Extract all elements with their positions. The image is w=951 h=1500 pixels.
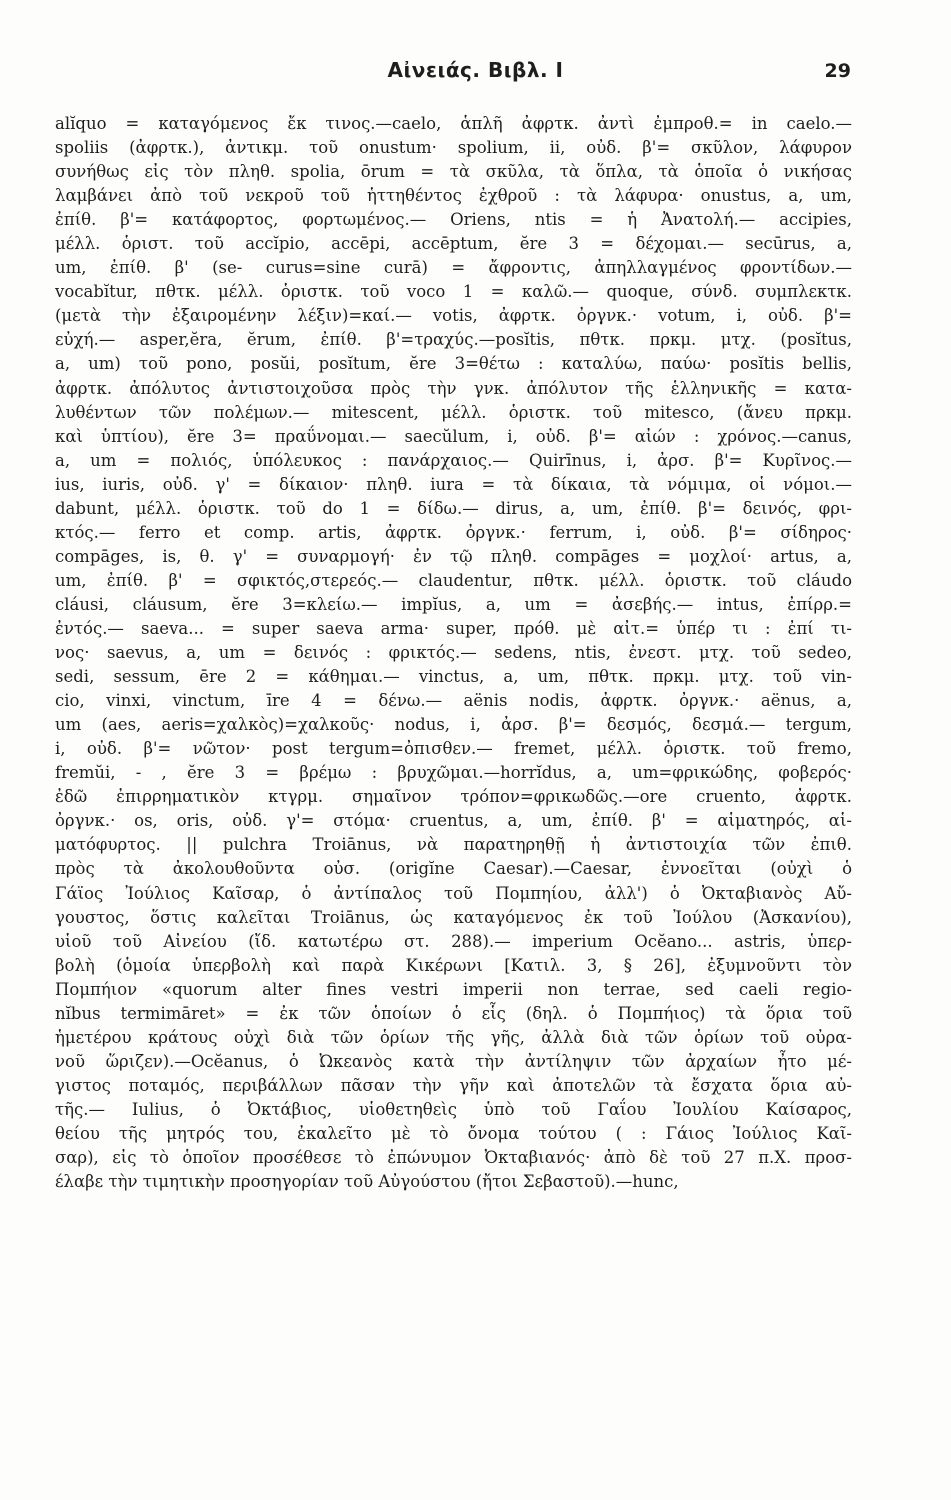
text-line: εὐχή.— asper,ĕra, ĕrum, ἐπίθ. β'=τραχύς.—posĭtis, πθτκ. πρκμ. μτχ. (posĭtus, [55,330,852,350]
text-line: τῆς.— Iulius, ὁ Ὀκτάβιος, υἱοθετηθεὶς ὑπὸ τοῦ Γαΐου Ἰουλίου Καίσαρος, [55,1099,852,1119]
text-line: έλαβε τὴν τιμητικὴν προσηγορίαν τοῦ Αὐγούστου (ἤτοι Σεβαστοῦ).—hunc, [55,1172,679,1192]
text-line: υἱοῦ τοῦ Αἰνείου (ἴδ. κατωτέρω στ. 288).— imperium Ocĕano... astris, ὑπερ- [55,931,852,951]
text-line: μέλλ. ὁριστ. τοῦ accĭpio, accēpi, accēptum, ĕre 3 = δέχομαι.— secūrus, a, [55,234,852,254]
text-line: γουστος, ὅστις καλεῖται Troiānus, ὡς καταγόμενος ἐκ τοῦ Ἰούλου (Ἀσκανίου), [55,907,852,927]
text-line: um, ἐπίθ. β' (se- curus=sine curā) = ἄφροντις, ἀπηλλαγμένος φροντίδων.— [55,258,852,278]
text-line: ius, iuris, οὐδ. γ' = δίκαιον· πληθ. iura = τὰ δίκαια, τὰ νόμιμα, οἱ νόμοι.— [55,474,852,494]
text-line: πρὸς τὰ ἀκολουθοῦντα οὐσ. (origĭne Caesar).—Caesar, ἐννοεῖται (οὐχὶ ὁ [55,859,852,879]
text-line: ἐντός.— saeva... = super saeva arma· super, πρόθ. μὲ αἰτ.= ὑπέρ τι : ἐπί τι- [55,618,852,638]
commentary-text [55,112,852,1194]
text-line: sedi, sessum, ēre 2 = κάθημαι.— vinctus, a, um, πθτκ. πρκμ. μτχ. τοῦ vin- [55,667,852,687]
text-line: καὶ ὑπτίου), ĕre 3= πραΰνομαι.— saecŭlum, i, οὐδ. β'= αἰών : χρόνος.—canus, [55,426,852,446]
text-line: νοῦ ὥριζεν).—Ocĕanus, ὁ Ὠκεανὸς κατὰ τὴν ἀντίληψιν τῶν ἀρχαίων ἦτο μέ- [55,1051,852,1071]
text-line: cio, vinxi, vinctum, īre 4 = δένω.— aënis nodis, ἀφρτκ. ὀργνκ.· aënus, a, [55,691,852,711]
text-line: σαρ), εἰς τὸ ὁποῖον προσέθεσε τὸ ἐπώνυμον Ὀκταβιανός· ἀπὸ δὲ τοῦ 27 π.Χ. προσ- [55,1148,852,1168]
text-line: λυθέντων τῶν πολέμων.— mitescent, μέλλ. ὁριστκ. τοῦ mitesco, (ἄνευ πρκμ. [55,402,852,422]
text-line: ἡμετέρου κράτους οὐχὶ διὰ τῶν ὁρίων τῆς γῆς, ἀλλὰ διὰ τῶν ὁρίων τοῦ οὐρα- [55,1027,852,1047]
text-line: compāges, is, θ. γ' = συναρμογή· ἐν τῷ πληθ. compāges = μοχλοί· artus, a, [55,546,852,566]
text-line: ματόφυρτος. || pulchra Troiānus, νὰ παρατηρηθῇ ἡ ἀντιστοιχία τῶν ἐπιθ. [55,835,852,855]
text-line: γιστος ποταμός, περιβάλλων πᾶσαν τὴν γῆν καὶ ἀποτελῶν τὰ ἔσχατα ὅρια αὐ- [55,1075,852,1095]
page-header [0,58,951,88]
text-line: συνήθως εἰς τὸν πληθ. spolia, ōrum = τὰ σκῦλα, τὰ ὅπλα, τὰ ὁποῖα ὁ νικήσας [55,162,852,182]
text-line: a, um) τοῦ pono, posŭi, posĭtum, ĕre 3=θέτω : καταλύω, παύω· posĭtis bellis, [55,354,852,374]
text-line: νος· saevus, a, um = δεινός : φρικτός.— sedens, ntis, ἐνεστ. μτχ. τοῦ sedeo, [55,643,852,663]
text-line: alĭquo = καταγόμενος ἔκ τινος.—caelo, ἁπλῆ ἀφρτκ. ἀντὶ ἐμπροθ.= in caelo.— [55,114,852,133]
text-line: βολὴ (ὁμοία ὑπερβολὴ καὶ παρὰ Κικέρωνι [Κατιλ. 3, § 26], ἐξυμνοῦντι τὸν [55,955,852,975]
text-line: κτός.— ferro et comp. artis, ἀφρτκ. ὀργνκ.· ferrum, i, οὐδ. β'= σίδηρος· [55,522,852,542]
text-line: ὀργνκ.· os, oris, οὐδ. γ'= στόμα· cruentus, a, um, ἐπίθ. β' = αἱματηρός, αἱ- [55,811,852,831]
text-line: Γάϊος Ἰούλιος Καῖσαρ, ὁ ἀντίπαλος τοῦ Πομπηίου, ἀλλ') ὁ Ὀκταβιανὸς Αὔ- [55,883,852,903]
running-title: Αἰνειάς. Βιβλ. Ι [387,58,564,82]
text-line: λαμβάνει ἀπὸ τοῦ νεκροῦ τοῦ ἡττηθέντος ἐχθροῦ : τὰ λάφυρα· onustus, a, um, [55,186,852,206]
text-line: nĭbus termimāret» = ἐκ τῶν ὁποίων ὁ εἷς (δηλ. ὁ Πομπήιος) τὰ ὅρια τοῦ [55,1003,852,1023]
text-line: Πομπήιον «quorum alter fines vestri imperii non terrae, sed caeli regio- [55,979,852,999]
text-line: ἐπίθ. β'= κατάφορτος, φορτωμένος.— Oriens, ntis = ἡ Ἀνατολή.— accipies, [55,210,852,230]
text-line: um, ἐπίθ. β' = σφικτός,στερεός.— claudentur, πθτκ. μέλλ. ὁριστκ. τοῦ cláudo [55,570,852,590]
text-line: ἀφρτκ. ἀπόλυτος ἀντιστοιχοῦσα πρὸς τὴν γνκ. ἀπόλυτον τῆς ἑλληνικῆς = κατα- [55,378,852,398]
text-line: ἐδῶ ἐπιρρηματικὸν κτγρμ. σημαῖνον τρόπον=φρικωδῶς.—ore cruento, ἀφρτκ. [55,787,852,807]
text-line: um (aes, aeris=χαλκὸς)=χαλκοῦς· nodus, i, ἀρσ. β'= δεσμός, δεσμά.— tergum, [55,715,852,735]
text-line: i, οὐδ. β'= νῶτον· post tergum=ὀπισθεν.— fremet, μέλλ. ὁριστκ. τοῦ fremo, [55,739,852,759]
text-line: fremŭi, - , ĕre 3 = βρέμω : βρυχῶμαι.—horrĭdus, a, um=φρικώδης, φοβερός· [55,763,852,783]
page-number: 29 [824,60,851,82]
text-line: vocabĭtur, πθτκ. μέλλ. ὁριστκ. τοῦ voco 1 = καλῶ.— quoque, σύνδ. συμπλεκτκ. [55,282,852,302]
text-line: cláusi, cláusum, ĕre 3=κλείω.— impĭus, a, um = ἀσεβής.— intus, ἐπίρρ.= [55,594,852,614]
text-line: θείου τῆς μητρός του, ἐκαλεῖτο μὲ τὸ ὄνομα τούτου ( : Γάιος Ἰούλιος Καῖ- [55,1123,852,1143]
text-line: spoliis (ἀφρτκ.), ἀντικμ. τοῦ onustum· spolium, ii, οὐδ. β'= σκῦλον, λάφυρον [55,138,852,158]
text-line: (μετὰ τὴν ἐξαιρομένην λέξιν)=καί.— votis, ἀφρτκ. ὀργνκ.· votum, i, οὐδ. β'= [55,306,852,326]
text-line: a, um = πολιός, ὑπόλευκος : πανάρχαιος.— Quirīnus, i, ἀρσ. β'= Κυρῖνος.— [55,450,852,470]
text-line: dabunt, μέλλ. ὁριστκ. τοῦ do 1 = δίδω.— dirus, a, um, ἐπίθ. β'= δεινός, φρι- [55,498,852,518]
